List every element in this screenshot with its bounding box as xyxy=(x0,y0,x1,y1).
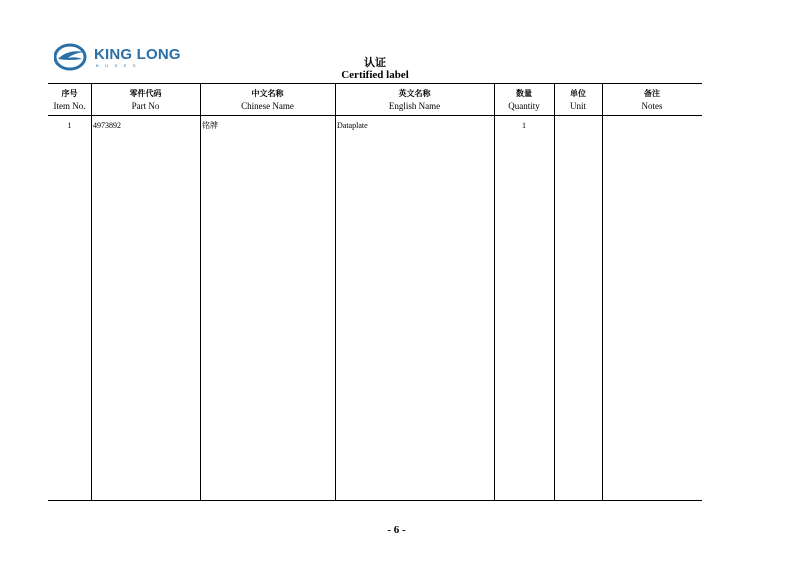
column-divider xyxy=(554,83,555,501)
column-header-cn: 单位 xyxy=(570,89,586,98)
column-header-cn: 英文名称 xyxy=(398,89,431,98)
column-header-item-no xyxy=(48,88,91,112)
column-divider xyxy=(91,83,92,501)
column-header-en: Item No. xyxy=(53,101,86,111)
column-header-en: Quantity xyxy=(508,101,540,111)
logo-text: KING LONG xyxy=(94,46,181,63)
page-number: - 6 - xyxy=(387,524,406,536)
cell-quantity: 1 xyxy=(522,121,526,130)
column-header-english-name xyxy=(335,88,494,112)
cell-english-name: Dataplate xyxy=(337,121,368,130)
column-divider xyxy=(200,83,201,501)
column-header-unit xyxy=(554,88,602,112)
column-header-cn: 数量 xyxy=(516,89,532,98)
table-top-border xyxy=(48,83,702,84)
title-english: Certified label xyxy=(341,69,409,81)
table-header-divider xyxy=(48,115,702,116)
column-header-notes xyxy=(602,88,702,112)
column-header-cn: 备注 xyxy=(644,89,660,98)
column-header-en: English Name xyxy=(388,101,441,111)
logo-subtext: BUSES xyxy=(96,63,143,68)
column-divider xyxy=(494,83,495,501)
table-bottom-border xyxy=(48,500,702,501)
cell-chinese-name: 铭牌 xyxy=(202,121,218,130)
column-header-en: Part No xyxy=(131,101,160,111)
column-header-chinese-name xyxy=(200,88,335,112)
column-header-quantity xyxy=(494,88,554,112)
column-header-cn: 序号 xyxy=(61,89,78,98)
column-header-cn: 零件代码 xyxy=(129,89,162,98)
column-header-en: Notes xyxy=(641,101,663,111)
parts-table xyxy=(48,83,702,501)
column-divider xyxy=(602,83,603,501)
column-header-cn: 中文名称 xyxy=(251,89,284,98)
column-header-en: Unit xyxy=(569,101,586,111)
column-header-en: Chinese Name xyxy=(241,101,294,111)
cell-part-no: 4973892 xyxy=(93,121,121,130)
column-header-part-no xyxy=(91,88,200,112)
column-divider xyxy=(335,83,336,501)
title-chinese: 认证 xyxy=(364,56,386,69)
cell-item-no: 1 xyxy=(67,121,72,130)
